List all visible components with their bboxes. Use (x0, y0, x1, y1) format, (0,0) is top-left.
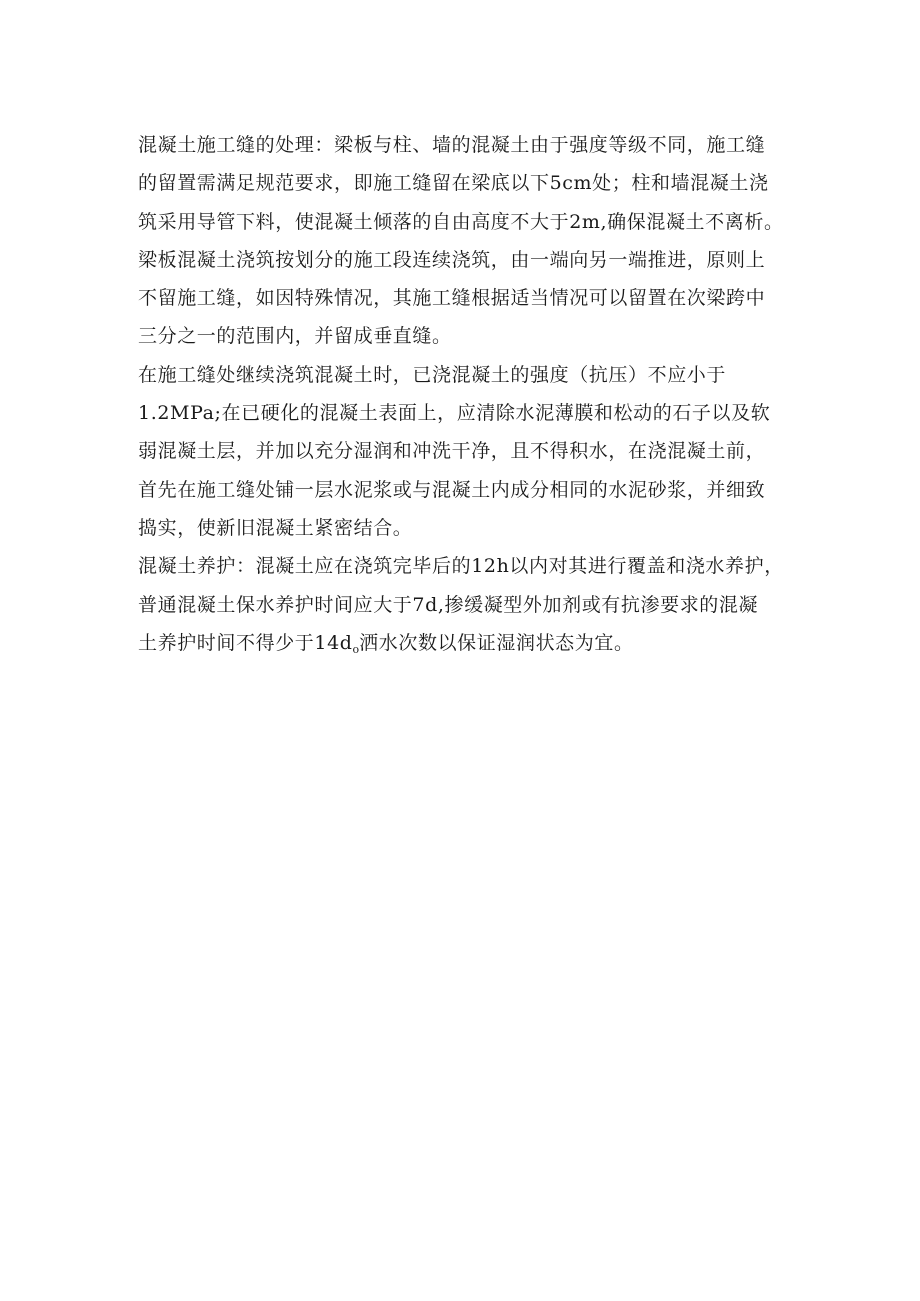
text-line: 捣实，使新旧混凝土紧密结合。 (138, 516, 413, 539)
text-line: 三分之一的范围内，并留成垂直缝。 (138, 325, 452, 348)
text-line: 混凝土养护：混凝土应在浇筑完毕后的12h以内对其进行覆盖和浇水养护， (138, 555, 784, 578)
body-text (138, 126, 798, 662)
text-line: 首先在施工缝处铺一层水泥浆或与混凝土内成分相同的水泥砂浆，并细致 (138, 478, 766, 501)
text-line: 筑采用导管下料，使混凝土倾落的自由高度不大于2m,确保混凝土不离析。 (138, 210, 784, 233)
text-segment: 土养护时间不得少于14d (138, 631, 353, 654)
text-line: 1.2MPa;在已硬化的混凝土表面上，应清除水泥薄膜和松动的石子以及软 (138, 402, 771, 425)
text-line: 的留置需满足规范要求，即施工缝留在梁底以下5cm处；柱和墙混凝土浇 (138, 172, 769, 195)
text-line-last (138, 624, 798, 662)
text-line: 弱混凝土层，并加以充分湿润和冲洗干净，且不得积水，在浇混凝土前， (138, 440, 766, 463)
subscript-mark: o (352, 642, 360, 656)
text-line: 普通混凝土保水养护时间应大于7d,掺缓凝型外加剂或有抗渗要求的混凝 (138, 593, 759, 616)
text-line: 在施工缝处继续浇筑混凝土时，已浇混凝土的强度（抗压）不应小于 (138, 363, 727, 386)
text-line: 不留施工缝，如因特殊情况，其施工缝根据适当情况可以留置在次梁跨中 (138, 287, 766, 310)
text-line: 混凝土施工缝的处理：梁板与柱、墙的混凝土由于强度等级不同，施工缝 (138, 134, 766, 156)
text-line: 梁板混凝土浇筑按划分的施工段连续浇筑，由一端向另一端推进，原则上 (138, 248, 766, 271)
text-segment: 洒水次数以保证湿润状态为宜。 (359, 631, 634, 654)
